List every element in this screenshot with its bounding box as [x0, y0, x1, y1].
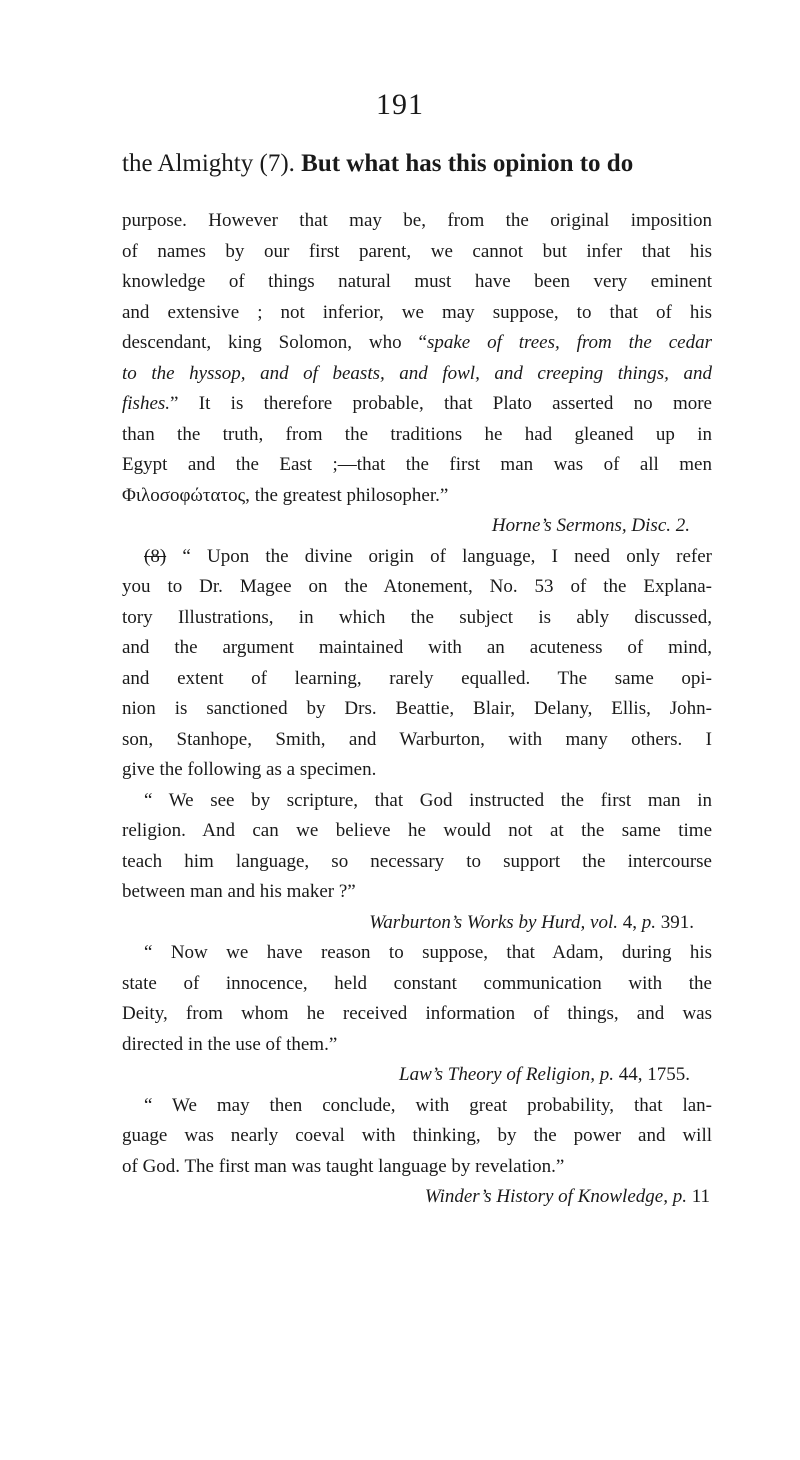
text-line: you to Dr. Magee on the Atonement, No. 53 of the Explana- — [122, 576, 712, 597]
text-line: of God. The first man was taught language by revelation.” — [122, 1155, 565, 1177]
text-line: teach him language, so necessary to support the intercourse — [122, 850, 712, 872]
text-line: nion is sanctioned by Drs. Beattie, Blair, Delany, Ellis, John- — [122, 698, 712, 719]
text-line: “ Now we have reason to suppose, that Adam, during his — [144, 942, 712, 963]
page-number: 191 — [376, 88, 424, 121]
citation-page-label: p. — [641, 911, 656, 933]
citation-page: 391. — [660, 911, 694, 933]
greek-word: Φιλοσοφώτατος, — [122, 484, 250, 506]
text-run: “ Upon the divine origin of language, I need only refer — [182, 545, 713, 567]
citation-volume: 4, — [622, 911, 637, 933]
text-line: and the argument maintained with an acuteness of mind, — [122, 637, 712, 658]
text-line: between man and his maker ?” — [122, 881, 356, 902]
text-line — [122, 328, 712, 359]
text-line: tory Illustrations, in which the subject is ably discussed, — [122, 606, 712, 628]
continuation-emphasis: But what has this opinion to do — [301, 150, 634, 177]
citation-italic: Law’s Theory of Religion, p. — [399, 1064, 614, 1085]
page-body — [122, 206, 712, 1213]
continuation-line — [122, 150, 633, 178]
text-line: directed in the use of them.” — [122, 1033, 338, 1055]
note-number: (8) — [144, 545, 167, 567]
text-line: and extensive ; not inferior, we may suppose, to that of his — [122, 301, 712, 323]
citation-page: 11 — [691, 1186, 710, 1207]
text-line: Egypt and the East ;—that the first man was of all men — [122, 454, 712, 475]
text-line — [122, 359, 712, 390]
quotation-italic: to the hyssop, and of beasts, and fowl, and creeping things, and — [122, 362, 712, 384]
text-run: descendant, king Solomon, who “ — [122, 332, 427, 353]
quotation-italic: fishes. — [122, 393, 171, 414]
citation-page: 44, 1755. — [618, 1064, 690, 1085]
text-line: “ We see by scripture, that God instructed the first man in — [144, 789, 712, 811]
text-line — [122, 542, 712, 573]
text-line: knowledge of things natural must have been very eminent — [122, 271, 712, 292]
text-line: than the truth, from the traditions he had gleaned up in — [122, 423, 712, 445]
text-line: and extent of learning, rarely equalled. The same opi- — [122, 667, 712, 689]
text-line: state of innocence, held constant communication with the — [122, 972, 712, 994]
citation-horne: Horne’s Sermons, Disc. 2. — [491, 515, 690, 536]
text-line: “ We may then conclude, with great probability, that lan- — [144, 1094, 712, 1116]
citation-italic: Warburton’s Works by Hurd, vol. — [369, 911, 618, 933]
citation-law — [122, 1060, 712, 1091]
text-line: religion. And can we believe he would not at the same time — [122, 820, 712, 841]
text-line: of names by our first parent, we cannot but infer that his — [122, 240, 712, 262]
text-line: son, Stanhope, Smith, and Warburton, with many others. I — [122, 728, 712, 750]
quotation-italic: spake of trees, from the cedar — [426, 332, 712, 353]
text-line: give the following as a specimen. — [122, 759, 377, 780]
citation-winder — [122, 1182, 712, 1213]
citation-italic: Winder’s History of Knowledge, p. — [424, 1186, 687, 1207]
text-run: the greatest philosopher.” — [254, 484, 449, 506]
text-line — [122, 481, 712, 512]
text-line — [122, 389, 712, 420]
continuation-text: the Almighty (7). — [122, 150, 295, 177]
text-run: ” It is therefore probable, that Plato asserted no more — [170, 393, 712, 414]
citation-warburton — [122, 908, 712, 939]
text-line: Deity, from whom he received information of things, and was — [122, 1003, 712, 1024]
text-line: guage was nearly coeval with thinking, by the power and will — [122, 1125, 712, 1146]
text-line: purpose. However that may be, from the original imposition — [122, 210, 712, 231]
